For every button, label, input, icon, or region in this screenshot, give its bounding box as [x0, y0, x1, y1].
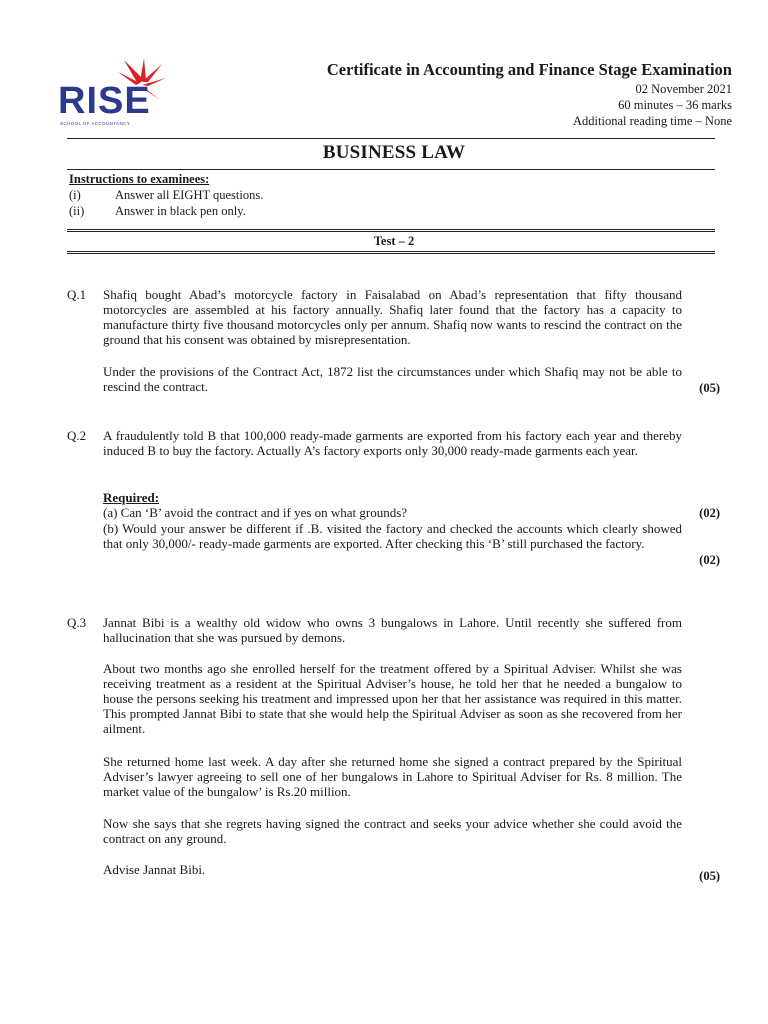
instruction-number: (ii) [69, 204, 85, 218]
logo-subtitle: SCHOOL OF ACCOUNTANCY [60, 121, 131, 126]
marks-label: (02) [699, 506, 720, 520]
question-number: Q.3 [67, 615, 87, 630]
required-heading [103, 490, 682, 505]
logo-wordmark: RISE [58, 80, 151, 122]
question-text: Under the provisions of the Contract Act, 1872 list the circumstances under which Shafiq may not be able to rescind the contract. [103, 364, 682, 394]
question-part-b: (b) Would your answer be different if .B. visited the factory and checked the accounts which clearly showed that only 30,000/- ready-made garments are exported. After checking this ‘B’ still purchased the factory. [103, 521, 682, 551]
question-text: Shafiq bought Abad’s motorcycle factory in Faisalabad on Abad’s representation that fifty thousand motorcycles are assembled at his factory annually. Shafiq later found that the factory has a capacity to manufacture thirty five thousand motorcycles only per annum. Shafiq now wants to rescind the contract on the ground that his consent was obtained by misrepresentation. [103, 287, 682, 347]
reading-time: Additional reading time – None [573, 114, 732, 128]
question-number: Q.1 [67, 287, 87, 302]
marks-label: (05) [699, 869, 720, 883]
marks-label: (02) [699, 553, 720, 567]
instruction-item [69, 204, 246, 219]
instructions-heading: Instructions to examinees: [69, 172, 210, 186]
subject-divider [67, 169, 715, 170]
instruction-item [69, 188, 263, 203]
exam-title: Certificate in Accounting and Finance Stage Examination [326, 60, 732, 79]
instruction-number: (i) [69, 188, 81, 202]
question-part-a: (a) Can ‘B’ avoid the contract and if yes on what grounds? [103, 505, 408, 520]
test-label: Test – 2 [373, 234, 415, 248]
question-text: Jannat Bibi is a wealthy old widow who owns 3 bungalows in Lahore. Until recently she suffered from hallucination that she was pursued by demons. [103, 615, 682, 645]
exam-date: 02 November 2021 [635, 82, 732, 96]
marks-label: (05) [699, 381, 720, 395]
exam-meta [573, 81, 732, 129]
rise-logo [58, 58, 168, 130]
instruction-text: Answer in black pen only. [115, 204, 246, 218]
question-text: Advise Jannat Bibi. [103, 862, 206, 877]
question-text: About two months ago she enrolled herself for the treatment offered by a Spiritual Adviser. Whilst she was receiving treatment as a resident at the Spiritual Adviser’s house, he told her that he needed a bungalow to house the persons seeking his treatment and impressed upon her that her assistance was required in this matter. This prompted Jannat Bibi to state that she would help the Spiritual Adviser as soon as she recovered from her ailment. [103, 661, 682, 736]
exam-duration: 60 minutes – 36 marks [618, 98, 732, 112]
question-text: Now she says that she regrets having signed the contract and seeks your advice whether she could avoid the contract on any ground. [103, 816, 682, 846]
subject-title: BUSINESS LAW [322, 142, 466, 163]
header-divider [67, 138, 715, 139]
test-bottom-divider [67, 251, 715, 254]
question-text: She returned home last week. A day after she returned home she signed a contract prepared by the Spiritual Adviser’s lawyer agreeing to sell one of her bungalows in Lahore to Spiritual Adviser for Rs. 8 million. The market value of the bungalow’ is Rs.20 million. [103, 754, 682, 799]
question-text: A fraudulently told B that 100,000 ready-made garments are exported from his factory each year and thereby induced B to buy the factory. Actually A’s factory exports only 30,000 ready-made garments each year. [103, 428, 682, 458]
question-number: Q.2 [67, 428, 87, 443]
test-top-divider [67, 229, 715, 232]
required-label: Required: [103, 490, 160, 505]
instruction-text: Answer all EIGHT questions. [115, 188, 264, 202]
